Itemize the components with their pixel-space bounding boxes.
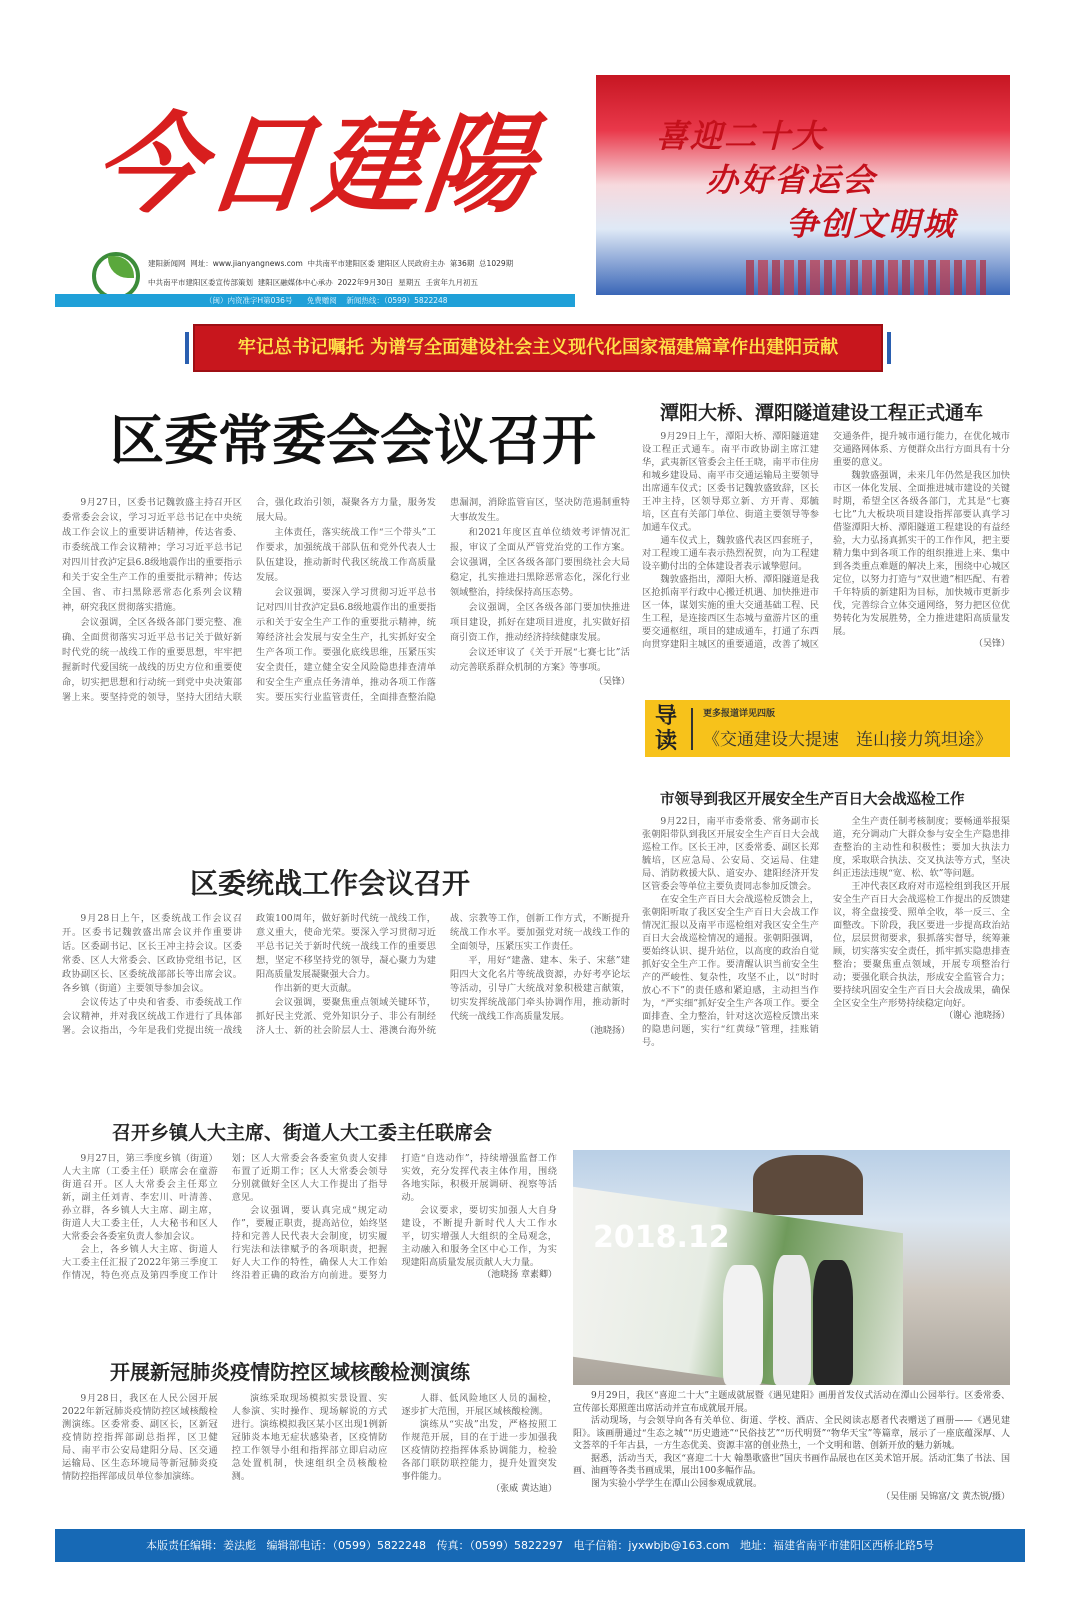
paragraph: 9月27日，区委书记魏敦盛主持召开区委常委会会议，学习习近平总书记在中央统战工作会议上的重要讲话精神，传达省委、市委统战工作会议精神；学习习近平总书记对四川甘孜泸定县6.8级地震作出的重要指示和关于安全生产工作的重要批示精神；传达全国、省、市扫黑除恶常态化系列会议精神，研究我区贯彻落实措施。 xyxy=(62,497,242,613)
masthead-logo: 今日建陽 xyxy=(88,102,542,228)
byline: （池晓扬 章素卿） xyxy=(482,1270,557,1280)
headline-united-front: 区委统战工作会议召开 xyxy=(190,867,471,900)
paragraph: 魏敦盛指出，潭阳大桥、潭阳隧道是我区抢抓南平行政中心搬迁机遇、加快推进市区一体，谋划实施的重大交通基础工程、民生工程，是连接西区生态城与童游片区的重要交通枢纽，项目的建成通车，打通了东西向贯穿建阳主城区的重要通道，改善了城区交通条件，提升城市通行能力，在优化城市交通路网体系、方便群众出行方面具有十分重要的意义。 xyxy=(642,431,1010,650)
paragraph: 全生产责任制考核制度；要畅通举报渠道，充分调动广大群众参与安全生产隐患排查整治的主动性和积极性；要加大执法力度，采取联合执法、交叉执法等方式，坚决纠正违法违规“宽、松、软”等问题。 xyxy=(833,816,1010,879)
paragraph: 会议强调，全区各级各部门要加快推进项目建设，抓好在建项目进度，扎实做好招商引资工作，推动经济持续健康发展。 xyxy=(450,602,630,643)
paragraph: 平，用好“建盏、建本、朱子、宋慈”建阳四大文化名片等统战资源，办好考亭论坛等活动，引导广大统战对象积极建言献策，切实发挥统战部门牵头协调作用，推动新时代统一战线工作高质量发展。 xyxy=(450,955,630,1022)
footer-email[interactable]: 电子信箱：jyxwbjb@163.com xyxy=(573,1539,730,1552)
paragraph: 9月22日，南平市委常委、常务副市长张朝阳带队到我区开展安全生产百日大会战巡检工作。区长王冲，区委常委、副区长郑毓培，区应急局、公安局、交运局、住建局、消防救援大队、道安办、建阳经济开发区管委会等单位主要负责同志参加反馈会。 xyxy=(642,816,819,892)
undertaker: 建阳区融媒体中心承办 xyxy=(257,278,333,287)
photo-caption xyxy=(573,1390,1010,1504)
paragraph: 9月29日上午，潭阳大桥、潭阳隧道建设工程正式通车。南平市政协副主席江建华，武夷新区管委会主任王晓，南平市住房和城乡建设局、南平市交通运输局主要领导出席通车仪式；区委书记魏敦盛致辞，区长王冲主持，区领导郑立新、方开青、郑毓培，区直有关部门单位、街道主要领导等参加通车仪式。 xyxy=(642,431,819,533)
paragraph: 通车仪式上，魏敦盛代表区四套班子，对工程竣工通车表示热烈祝贺，向为工程建设辛勤付出的全体建设者表示诚挚慰问。 xyxy=(642,535,819,572)
paragraph: 会议要求，要切实加强人大自身建设，不断提升新时代人大工作水平，切实增强人大组织的全局观念，主动融入和服务全区中心工作，为实现建阳高质量发展贡献人大力量。 xyxy=(401,1205,557,1268)
photo-byline: （吴佳丽 吴锦富/文 黄杰锐/摄） xyxy=(881,1492,1010,1502)
info-line-1 xyxy=(148,258,513,269)
city-skyline-graphic xyxy=(746,260,986,295)
slogan-banner-image xyxy=(596,75,1010,295)
hotline: 新闻热线：（0599）5822248 xyxy=(346,296,448,305)
paragraph: 会议传达了中央和省委、市委统战工作会议精神，并对我区统战工作进行了具体部署。会议指出，今年是我们党提出统一战线政策100周年，做好新时代统一战线工作，意义重大，使命光荣。要深入学习贯彻习近平总书记关于新时代统一战线工作的重要思想，坚定不移坚持党的领导，凝心聚力为建阳高质量发展凝聚强大合力。 xyxy=(62,913,436,1036)
caption-paragraph: 活动现场，与会领导向各有关单位、街道、学校、酒店、全民阅读志愿者代表赠送了画册——《遇见建阳》。该画册通过“生态之城”“历史遗迹”“民俗技艺”“历代明贤”“物华天宝”等篇章，展示了一座底蕴深厚、人文荟萃的千年古县，一方生态优美、资源丰富的创业热土，一个文明和谐、创新开放的魅力新城。 xyxy=(573,1416,1010,1451)
headline-standing-committee: 区委常委会会议召开 xyxy=(110,409,596,472)
slogan-bar: 牢记总书记嘱托 为谱写全面建设社会主义现代化国家福建篇章作出建阳贡献 xyxy=(193,324,883,372)
paragraph: 会议强调，全区各级各部门要完整、准确、全面贯彻落实习近平总书记关于做好新时代党的统一战线工作的重要思想，牢牢把握新时代爱国统一战线的历史方位和重要使命，切实把思想和行动统一到党中央决策部署上来。要坚持党的领导，坚持大团结大联合，强化政治引领，凝聚各方力量，服务发展大局。 xyxy=(62,497,436,703)
paragraph: 和2021年度区直单位绩效考评情况汇报，审议了全面从严管党治党的工作方案。会议强调，全区各级各部门要围绕社会大局稳定，扎实推进扫黑除恶常态化，深化行业领域整治，持续保持高压态势。 xyxy=(450,527,630,598)
banner-line: 争创文明城 xyxy=(786,205,957,243)
paragraph: 主体责任，落实统战工作“三个带头”工作要求，加强统战干部队伍和党外代表人士队伍建设，推动新时代我区统战工作高质量发展。 xyxy=(256,527,436,583)
paragraph: 演练从“实战”出发，严格按照工作规范开展，目的在于进一步加强我区疫情防控指挥体系协调能力，检验各部门联防联控能力，提升处置突发事件能力。 xyxy=(401,1419,557,1482)
banner-line: 喜迎二十大 xyxy=(656,117,827,155)
paragraph: 会议还审议了《关于开展“七赛七比”活动完善联系群众机制的方案》等事项。 xyxy=(450,647,630,673)
lead-box[interactable] xyxy=(645,700,1010,757)
info-line-2 xyxy=(148,277,478,288)
headline-safety: 市领导到我区开展安全生产百日大会战巡检工作 xyxy=(660,791,965,808)
divider xyxy=(691,708,693,750)
student-figure xyxy=(813,1260,853,1385)
footer-phone: 编辑部电话：（0599）5822248 xyxy=(266,1539,426,1552)
headline-drill: 开展新冠肺炎疫情防控区域核酸检测演练 xyxy=(110,1360,470,1384)
paragraph: 人群、低风险地区人员的漏检，逐步扩大范围，开展区域核酸检测。 xyxy=(401,1393,557,1417)
permit: （闽）内资准字H第036号 xyxy=(205,296,293,305)
article-safety-body xyxy=(642,815,1010,1049)
article-united-front-body xyxy=(62,912,630,1038)
paragraph: 9月28日，我区在人民公园开展2022年新冠肺炎疫情防控区域核酸检测演练。区委常委、副区长，区新冠疫情防控指挥部副总指挥，区卫健局、南平市公安局建阳分局、区交通运输局、区生态环境局等新冠肺炎疫情防控指挥部成员单位参加演练。 xyxy=(62,1393,218,1482)
free-label: 免费赠阅 xyxy=(306,296,337,305)
paragraph: 9月27日，第三季度乡镇（街道）人大主席（工委主任）联席会在童游街道召开。区人大常委会主任郑立新，副主任刘青、李宏川、叶清善、孙立群，各乡镇人大主席、副主席，街道人大工委主任，人大秘书和区人大常委会各委室负责人参加会议。 xyxy=(62,1153,218,1242)
lead-label: 导读 xyxy=(655,704,678,754)
student-figure xyxy=(773,1255,811,1385)
banner-line: 办好省运会 xyxy=(706,161,877,199)
building-graphic xyxy=(753,1155,863,1215)
headline-bridge: 潭阳大桥、潭阳隧道建设工程正式通车 xyxy=(660,402,984,424)
article-bridge-body xyxy=(642,430,1010,651)
byline: （吴锋） xyxy=(973,639,1010,649)
caption-paragraph: 据悉，活动当天，我区“喜迎二十大 翰墨歌盛世”国庆书画作品展也在区美术馆开展。活动汇集了书法、国画、油画等各类书画成果，展出100多幅作品。 xyxy=(573,1453,1010,1476)
footer-address: 地址：福建省南平市建阳区西桥北路5号 xyxy=(740,1539,935,1552)
issue-number: 第36期 xyxy=(449,259,475,268)
article-standing-committee-body xyxy=(62,495,630,705)
byline: （张威 黄达迪） xyxy=(491,1484,557,1494)
issue-date: 2022年9月30日 xyxy=(337,278,394,287)
caption-paragraph: 图为实验小学学生在潭山公园参观成就展。 xyxy=(591,1478,763,1489)
paragraph: 会上，各乡镇人大主席、街道人大工委主任汇报了2022年第三季度工作情况，特色亮点及第四季度工作计划；区人大常委会各委室负责人安排布置了近期工作；区人大常委会领导分别就做好全区人大工作提出了指导意见。 xyxy=(62,1153,388,1281)
paragraph: 王冲代表区政府对市巡检组到我区开展安全生产百日大会战巡检工作提出的反馈建议，将全盘接受、照单全收，举一反三、全面整改。下阶段，我区要进一步提高政治站位，层层贯彻要求，狠抓落实督导，统筹兼顾，切实落实安全责任，抓牢抓实隐患排查整治；要聚焦重点领域，开展专项整治行动；要强化联合执法，形成安全监管合力；要持续巩固安全生产百日大会战成果，确保全区安全生产形势持续稳定向好。 xyxy=(833,881,1010,1009)
article-npc-body xyxy=(62,1152,557,1282)
caption-paragraph: 9月29日，我区“喜迎二十大”主题成就展暨《遇见建阳》画册首发仪式活动在潭山公园举行。区委常委、宣传部长郑照莲出席活动并宣布成就展开展。 xyxy=(573,1391,1010,1414)
footer-bar xyxy=(55,1529,1025,1562)
student-figure xyxy=(723,1265,763,1385)
sponsor: 中共南平市建阳区委 建阳区人民政府主办 xyxy=(307,259,445,268)
paragraph: 演练采取现场模拟实景设置、实人参演、实时操作、现场解说的方式进行。演练模拟我区某小区出现1例新冠肺炎本地无症状感染者，区疫情防控工作领导小组和指挥部立即启动应急处置机制，快速组织全员核酸检测。 xyxy=(231,1393,388,1482)
website-link[interactable]: 网址：www.jianyangnews.com xyxy=(190,259,303,268)
footer-fax: 传真：（0599）5822297 xyxy=(436,1539,563,1552)
footer-editor: 本版责任编辑：姜法彪 xyxy=(145,1539,256,1552)
byline: （谢心 池晓扬） xyxy=(944,1011,1010,1021)
weekday: 星期五 xyxy=(398,278,421,287)
paragraph: 魏敦盛强调，未来几年仍然是我区加快市区一体化发展、全面推进城市建设的关键时期，希望全区各级各部门，尤其是“七赛七比”九大板块项目建设指挥部要认真学习借鉴潭阳大桥、潭阳隧道工程建设的有益经验，大力弘扬真抓实干的工作作风，把主要精力集中到各项工作的组织推进上来、集中到各类重点难题的解决上来，围绕中心城区定位，以努力打造与“双世遗”相匹配、有着千年特质的新建阳为目标，加快城市更新步伐，完善综合立体交通网络，努力把区位优势转化为发展胜势，全力推进建阳高质量发展。 xyxy=(833,470,1010,637)
paragraph: 在安全生产百日大会战巡检反馈会上，张朝阳听取了我区安全生产百日大会战工作情况汇报以及南平市巡检组对我区安全生产百日大会战巡检情况的通报。张朝阳强调，要始终认识、提升站位，以高度的政治自觉抓好安全生产工作。要清醒认识当前安全生产的严峻性、复杂性，攻坚不止，以“时时放心不下”的责任感和紧迫感，主动担当作为，“严实细”抓好安全生产各项工作。要全面排查、全力整治，针对这次巡检反馈出来的隐患问题，实行“红黄绿”管理，挂账销号。 xyxy=(642,894,819,1048)
headline-npc: 召开乡镇人大主席、街道人大工委主任联席会 xyxy=(112,1122,493,1144)
paragraph: 9月28日上午，区委统战工作会议召开。区委书记魏敦盛出席会议并作重要讲话。区委副书记、区长王冲主持会议。区委常委、区人大常委会、区政协党组书记，区政协副区长、区委统战部部长等出席会议。各乡镇（街道）主要领导参加会议。 xyxy=(62,913,242,994)
lead-title-link[interactable]: 《交通建设大提速 连山接力筑坦途》 xyxy=(703,730,992,750)
lunar-date: 壬寅年九月初五 xyxy=(425,278,479,287)
info-bar xyxy=(55,294,575,307)
total-issue: 总1029期 xyxy=(479,259,514,268)
photo-text: 2018.12 xyxy=(593,1220,730,1255)
byline: （吴锋） xyxy=(593,677,630,687)
site-name: 建阳新闻网 xyxy=(148,259,186,268)
byline: （池晓扬） xyxy=(584,1026,630,1036)
paragraph: 会议强调，要认真完成“规定动作”，要履正职责，提高站位，始终坚持和完善人民代表大会制度，切实履行宪法和法律赋予的各项职责，把握好人大工作的特性，确保人大工作始终沿着正确的政治方向前进。要努力打造“自选动作”，持续增强监督工作实效，充分发挥代表主体作用，围绕各地实际，积极开展调研、视察等活动。 xyxy=(231,1153,557,1281)
lead-note: 更多报道详见四版 xyxy=(703,709,776,719)
paragraph: 作出新的更大贡献。 xyxy=(274,983,358,994)
planner: 中共南平市建阳区委宣传部策划 xyxy=(148,278,253,287)
exhibition-photo xyxy=(573,1150,1010,1385)
article-drill-body xyxy=(62,1392,557,1496)
paragraph: 会议强调，要深入学习贯彻习近平总书记对四川甘孜泸定县6.8级地震作出的重要指示和关于安全生产工作的重要批示精神，统筹经济社会发展与安全生产，扎实抓好安全生产各项工作。要强化底线思维，压紧压实安全责任，建立健全安全风险隐患排查清单和安全生产重点任务清单，推动各项工作落实。要压实行业监管责任，全面排查整治隐患漏洞，消除监管盲区，坚决防范遏制重特大事故发生。 xyxy=(256,497,630,703)
paragraph: 会议强调，要聚焦重点领域关键环节，抓好民主党派、党外知识分子、非公有制经济人士、新的社会阶层人士、港澳台海外统战、宗教等工作，创新工作方式，不断提升统战工作水平。要加强党对统一战线工作的全面领导，压紧压实工作责任。 xyxy=(256,913,630,1036)
